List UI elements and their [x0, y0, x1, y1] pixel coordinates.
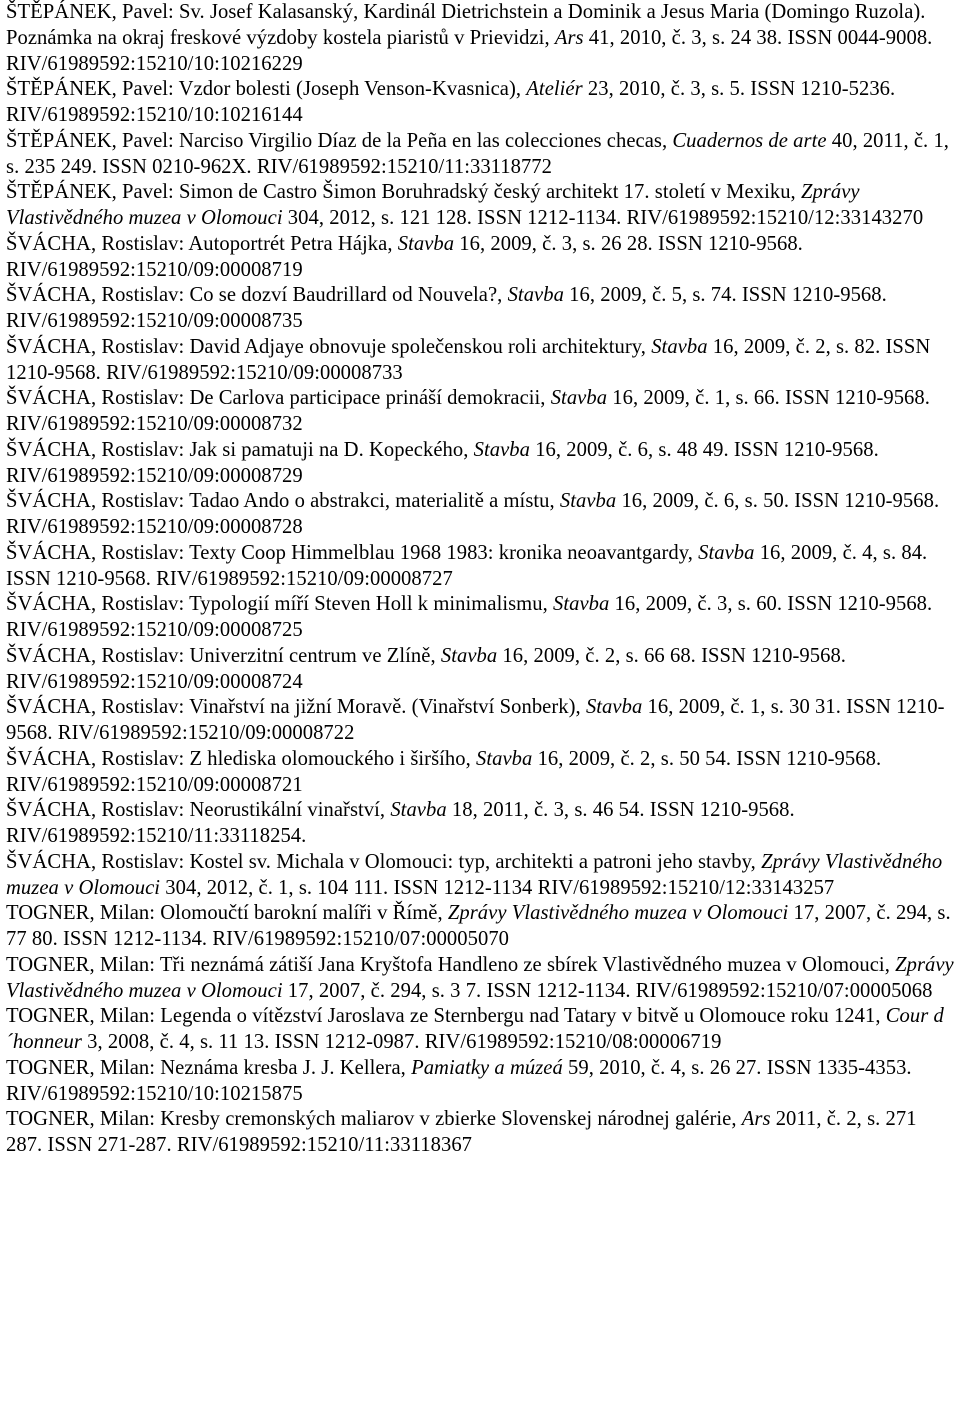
journal-title: Zprávy Vlastivědného muzea v Olomouci [6, 850, 943, 899]
bibliography-entry [6, 901, 956, 953]
entry-details: 41, 2010, č. 3, s. 24 38. ISSN 0044-9008. RIV/61989592:15210/10:10216229 [6, 26, 933, 75]
entry-text: ŠTĚPÁNEK, Pavel: Narciso Virgilio Díaz de la Peña en las colecciones checas, [6, 129, 673, 152]
journal-title: Stavba [552, 593, 610, 616]
entry-details: 304, 2012, č. 1, s. 104 111. ISSN 1212-1134 RIV/61989592:15210/12:33143257 [160, 876, 835, 899]
bibliography-entry [6, 1056, 956, 1108]
journal-title: Ars [554, 26, 584, 49]
entry-text: ŠTĚPÁNEK, Pavel: Sv. Josef Kalasanský, Kardinál Dietrichstein a Dominik a Jesus Maria (Domingo Ruzola). Poznámka na okraj freskové výzdoby kostela piaristů v Prievidzi, [6, 1, 926, 49]
entry-details: 16, 2009, č. 6, s. 50. ISSN 1210-9568. RIV/61989592:15210/09:00008728 [6, 490, 940, 538]
entry-details: 40, 2011, č. 1, s. 235 249. ISSN 0210-962X. RIV/61989592:15210/11:33118772 [6, 129, 949, 178]
journal-title: Zprávy Vlastivědného muzea v Olomouci [6, 181, 860, 229]
bibliography-entry [6, 0, 956, 77]
entry-text: ŠVÁCHA, Rostislav: Vinařství na jižní Moravě. (Vinařství Sonberk), [6, 696, 586, 719]
bibliography-entry [6, 747, 956, 799]
bibliography-entry [6, 850, 956, 902]
bibliography-entry [6, 592, 956, 644]
journal-title: Stavba [559, 490, 617, 513]
journal-title: Zprávy Vlastivědného muzea v Olomouci [6, 953, 954, 1002]
entry-text: ŠVÁCHA, Rostislav: Z hlediska olomouckého i širšího, [6, 747, 477, 770]
entry-text: TOGNER, Milan: Olomoučtí barokní malíři v Římě, [6, 902, 448, 925]
bibliography-entry [6, 1004, 956, 1056]
entry-details: 16, 2009, č. 1, s. 30 31. ISSN 1210-9568. RIV/61989592:15210/09:00008722 [6, 696, 945, 744]
bibliography-entry [6, 438, 956, 490]
journal-title: Stavba [507, 284, 564, 307]
journal-title: Ateliér [526, 78, 583, 101]
bibliography-entry [6, 129, 956, 181]
journal-title: Stavba [390, 799, 447, 822]
journal-title: Stavba [698, 541, 755, 564]
bibliography-entry [6, 77, 956, 129]
entry-details: 16, 2009, č. 5, s. 74. ISSN 1210-9568. RIV/61989592:15210/09:00008735 [6, 284, 887, 332]
journal-title: Zprávy Vlastivědného muzea v Olomouci [447, 902, 789, 925]
journal-title: Stavba [397, 232, 455, 255]
journal-title: Stavba [473, 438, 530, 461]
bibliography-entry [6, 541, 956, 593]
entry-details: 18, 2011, č. 3, s. 46 54. ISSN 1210-9568. RIV/61989592:15210/11:33118254. [6, 799, 795, 847]
entry-text: ŠVÁCHA, Rostislav: Jak si pamatuji na D. Kopeckého, [6, 438, 474, 461]
journal-title: Ars [741, 1108, 771, 1131]
bibliography-entry [6, 180, 956, 232]
entry-text: ŠVÁCHA, Rostislav: Typologií míří Steven Holl k minimalismu, [6, 593, 553, 616]
entry-details: 59, 2010, č. 4, s. 26 27. ISSN 1335-4353. RIV/61989592:15210/10:10215875 [6, 1056, 912, 1105]
bibliography-page [6, 0, 956, 1159]
bibliography-entry [6, 232, 956, 284]
journal-title: Cuadernos de arte [672, 129, 827, 152]
journal-title: Stavba [585, 696, 643, 719]
entry-text: ŠVÁCHA, Rostislav: Tadao Ando o abstrakci, materialitě a místu, [6, 490, 560, 513]
entry-details: 3, 2008, č. 4, s. 11 13. ISSN 1212-0987. RIV/61989592:15210/08:00006719 [81, 1031, 722, 1053]
entry-details: 16, 2009, č. 1, s. 66. ISSN 1210-9568. RIV/61989592:15210/09:00008732 [6, 387, 930, 435]
entry-details: 17, 2007, č. 294, s. 77 80. ISSN 1212-1134. RIV/61989592:15210/07:00005070 [6, 902, 951, 950]
bibliography-entry [6, 644, 956, 696]
entry-text: ŠVÁCHA, Rostislav: Univerzitní centrum ve Zlíně, [6, 644, 441, 667]
entry-text: ŠVÁCHA, Rostislav: Autoportrét Petra Hájka, [6, 232, 398, 255]
entry-details: 304, 2012, s. 121 128. ISSN 1212-1134. RIV/61989592:15210/12:33143270 [282, 207, 924, 229]
entry-text: ŠVÁCHA, Rostislav: Co se dozví Baudrillard od Nouvela?, [6, 284, 508, 307]
entry-text: TOGNER, Milan: Legenda o vítězství Jaroslava ze Sternbergu nad Tatary v bitvě u Olomouce roku 1241, [6, 1005, 886, 1028]
entry-text: TOGNER, Milan: Neznáma kresba J. J. Kellera, [6, 1056, 412, 1079]
entry-text: ŠVÁCHA, Rostislav: Kostel sv. Michala v Olomouci: typ, architekti a patroni jeho stavby, [6, 850, 762, 873]
entry-text: ŠVÁCHA, Rostislav: Texty Coop Himmelblau 1968 1983: kronika neoavantgardy, [6, 541, 699, 564]
bibliography-entry [6, 953, 956, 1005]
entry-details: 16, 2009, č. 3, s. 60. ISSN 1210-9568. RIV/61989592:15210/09:00008725 [6, 593, 933, 641]
journal-title: Stavba [440, 644, 498, 667]
entry-details: 16, 2009, č. 2, s. 82. ISSN 1210-9568. RIV/61989592:15210/09:00008733 [6, 335, 931, 384]
entry-details: 17, 2007, č. 294, s. 3 7. ISSN 1212-1134. RIV/61989592:15210/07:00005068 [282, 979, 933, 1002]
entry-details: 16, 2009, č. 2, s. 66 68. ISSN 1210-9568. RIV/61989592:15210/09:00008724 [6, 644, 846, 693]
entry-details: 16, 2009, č. 6, s. 48 49. ISSN 1210-9568. RIV/61989592:15210/09:00008729 [6, 438, 879, 487]
entry-text: ŠVÁCHA, Rostislav: De Carlova participace prináší demokracii, [6, 387, 551, 410]
entry-text: TOGNER, Milan: Tři neznámá zátiší Jana Kryštofa Handleno ze sbírek Vlastivědného muzea v Olomouci, [6, 953, 896, 976]
entry-text: ŠTĚPÁNEK, Pavel: Simon de Castro Šimon Boruhradský český architekt 17. století v Mexiku, [6, 181, 801, 204]
bibliography-entry [6, 283, 956, 335]
bibliography-entry [6, 798, 956, 850]
bibliography-entry [6, 695, 956, 747]
entry-details: 23, 2010, č. 3, s. 5. ISSN 1210-5236. RIV/61989592:15210/10:10216144 [6, 78, 896, 126]
bibliography-entry [6, 489, 956, 541]
journal-title: Stavba [651, 335, 708, 358]
bibliography-entry [6, 335, 956, 387]
journal-title: Stavba [476, 747, 533, 770]
journal-title: Cour d´honneur [6, 1005, 944, 1053]
entry-text: ŠVÁCHA, Rostislav: Neorustikální vinařství, [6, 799, 391, 822]
bibliography-entry [6, 1107, 956, 1159]
journal-title: Stavba [550, 387, 608, 410]
entry-text: ŠTĚPÁNEK, Pavel: Vzdor bolesti (Joseph Venson-Kvasnica), [6, 78, 527, 101]
entry-details: 16, 2009, č. 4, s. 84. ISSN 1210-9568. RIV/61989592:15210/09:00008727 [6, 541, 928, 590]
entry-details: 16, 2009, č. 2, s. 50 54. ISSN 1210-9568. RIV/61989592:15210/09:00008721 [6, 747, 882, 796]
bibliography-entry [6, 386, 956, 438]
journal-title: Pamiatky a múzeá [411, 1056, 563, 1079]
entry-text: TOGNER, Milan: Kresby cremonských maliarov v zbierke Slovenskej národnej galérie, [6, 1108, 742, 1131]
entry-text: ŠVÁCHA, Rostislav: David Adjaye obnovuje společenskou roli architektury, [6, 335, 652, 358]
entry-details: 16, 2009, č. 3, s. 26 28. ISSN 1210-9568. RIV/61989592:15210/09:00008719 [6, 232, 803, 281]
entry-details: 2011, č. 2, s. 271 287. ISSN 271-287. RIV/61989592:15210/11:33118367 [6, 1108, 917, 1156]
